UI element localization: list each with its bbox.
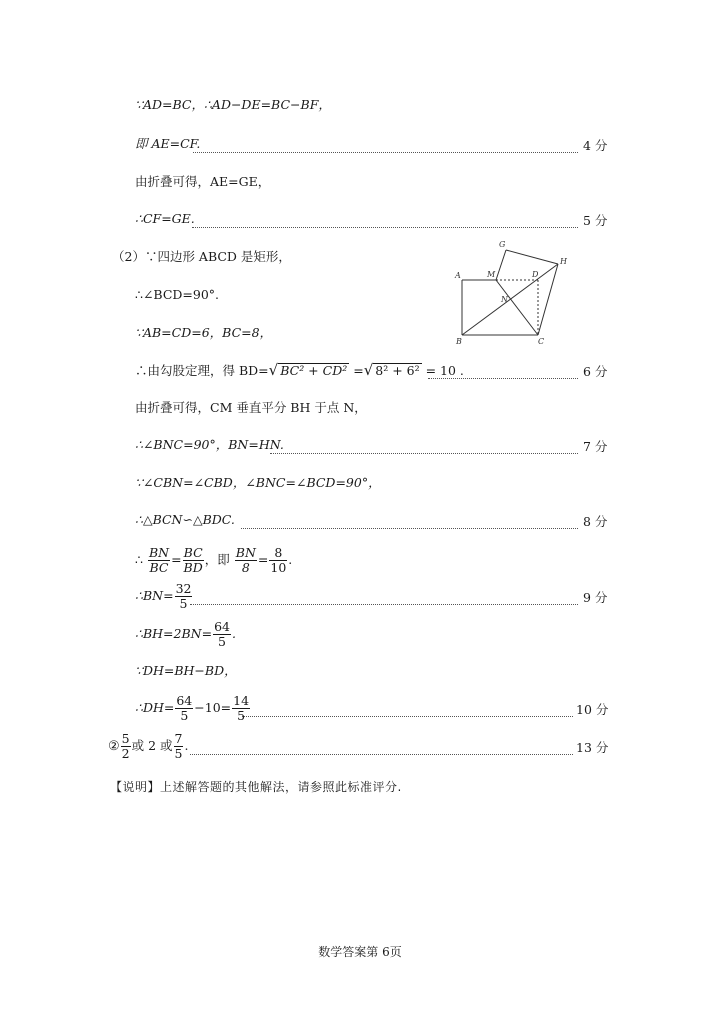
- line-9: 由折叠可得，CM 垂直平分 BH 于点 N，: [135, 400, 367, 415]
- fraction-14-5: $\frac{14}{5}$: [233, 693, 250, 723]
- line-6: ∴∠BCD=90°.: [135, 287, 220, 302]
- label-B: B: [456, 337, 462, 346]
- line-13: ∴ $\frac{BN}{BC}$ = $\frac{BC}{BD}$ ，即 $\frac{BN}{8}$ = $\frac{8}{10}$ .: [135, 545, 293, 575]
- line-11: ∵∠CBN=∠CBD，∠BNC=∠BCD=90°，: [135, 475, 381, 490]
- fraction-5-2: $\frac{5}{2}$: [121, 731, 130, 761]
- score-4: 4 分: [583, 138, 608, 153]
- fraction-8-10: $\frac{8}{10}$: [270, 545, 287, 575]
- leader-dots: [193, 136, 578, 153]
- fraction-bn-8: $\frac{BN}{8}$: [235, 545, 256, 575]
- line-16: ∵DH=BH−BD，: [135, 663, 237, 678]
- line-14: ∴BN= $\frac{32}{5}$: [135, 581, 192, 611]
- leader-dots: [190, 588, 578, 605]
- fraction-32-5: $\frac{32}{5}$: [175, 581, 192, 611]
- line-12: ∴△BCN∽△BDC.: [135, 512, 235, 527]
- score-13: 13 分: [576, 740, 609, 755]
- leader-dots: [270, 437, 578, 454]
- line-15: ∴BH=2BN= $\frac{64}{5}$ .: [135, 619, 236, 649]
- fraction-64-5: $\frac{64}{5}$: [176, 693, 193, 723]
- fraction-7-5: $\frac{7}{5}$: [174, 731, 183, 761]
- line-4: ∴CF=GE.: [135, 211, 195, 226]
- score-9: 9 分: [583, 590, 608, 605]
- score-5: 5 分: [583, 213, 608, 228]
- line-10: ∴∠BNC=90°，BN=HN.: [135, 437, 284, 452]
- leader-dots: [241, 512, 578, 529]
- segment-GH: [506, 250, 558, 264]
- fraction-bc-bd: $\frac{BC}{BD}$: [183, 545, 203, 575]
- fraction-bn-bc: $\frac{BN}{BC}$: [148, 545, 170, 575]
- line-5: （2）∵四边形 ABCD 是矩形，: [112, 249, 291, 264]
- line-18: ② $\frac{5}{2}$ 或 2 或 $\frac{7}{5}$ .: [108, 731, 189, 761]
- sqrt-expr-1: BC² + CD²: [280, 363, 348, 378]
- fraction-64-5: $\frac{64}{5}$: [214, 619, 230, 649]
- sqrt-expr-2: 8² + 6²: [375, 363, 420, 378]
- score-6: 6 分: [583, 364, 608, 379]
- leader-dots: [192, 211, 578, 228]
- label-H: H: [560, 257, 567, 266]
- segment-CM: [496, 280, 538, 335]
- label-G: G: [499, 240, 506, 249]
- page-footer: 数学答案第 6页: [318, 945, 402, 959]
- leader-dots: [190, 738, 573, 755]
- label-A: A: [455, 271, 461, 280]
- line-2: 即 AE=CF.: [135, 136, 201, 151]
- line-7: ∵AB=CD=6，BC=8，: [135, 325, 273, 340]
- label-M: M: [487, 270, 496, 279]
- label-C: C: [538, 337, 545, 346]
- leader-dots: [428, 362, 578, 379]
- score-8: 8 分: [583, 514, 608, 529]
- line-17: ∴DH= $\frac{64}{5}$ −10= $\frac{14}{5}$: [135, 693, 250, 723]
- grading-note: 【说明】上述解答题的其他解法，请参照此标准评分.: [110, 780, 402, 794]
- segment-MG: [496, 250, 506, 280]
- line-8: ∴由勾股定理，得 BD=√ BC² + CD² =√ 8² + 6² = 10 .: [135, 361, 464, 379]
- label-D: D: [532, 270, 539, 279]
- geometry-figure: [454, 238, 572, 348]
- segment-HC: [538, 264, 558, 335]
- leader-dots: [242, 700, 573, 717]
- line-1: ∵AD=BC，∴AD−DE=BC−BF，: [135, 97, 331, 112]
- line-3: 由折叠可得，AE=GE，: [135, 174, 271, 189]
- score-10: 10 分: [576, 702, 609, 717]
- segment-BH: [462, 264, 558, 335]
- score-7: 7 分: [583, 439, 608, 454]
- label-N: N: [501, 295, 508, 304]
